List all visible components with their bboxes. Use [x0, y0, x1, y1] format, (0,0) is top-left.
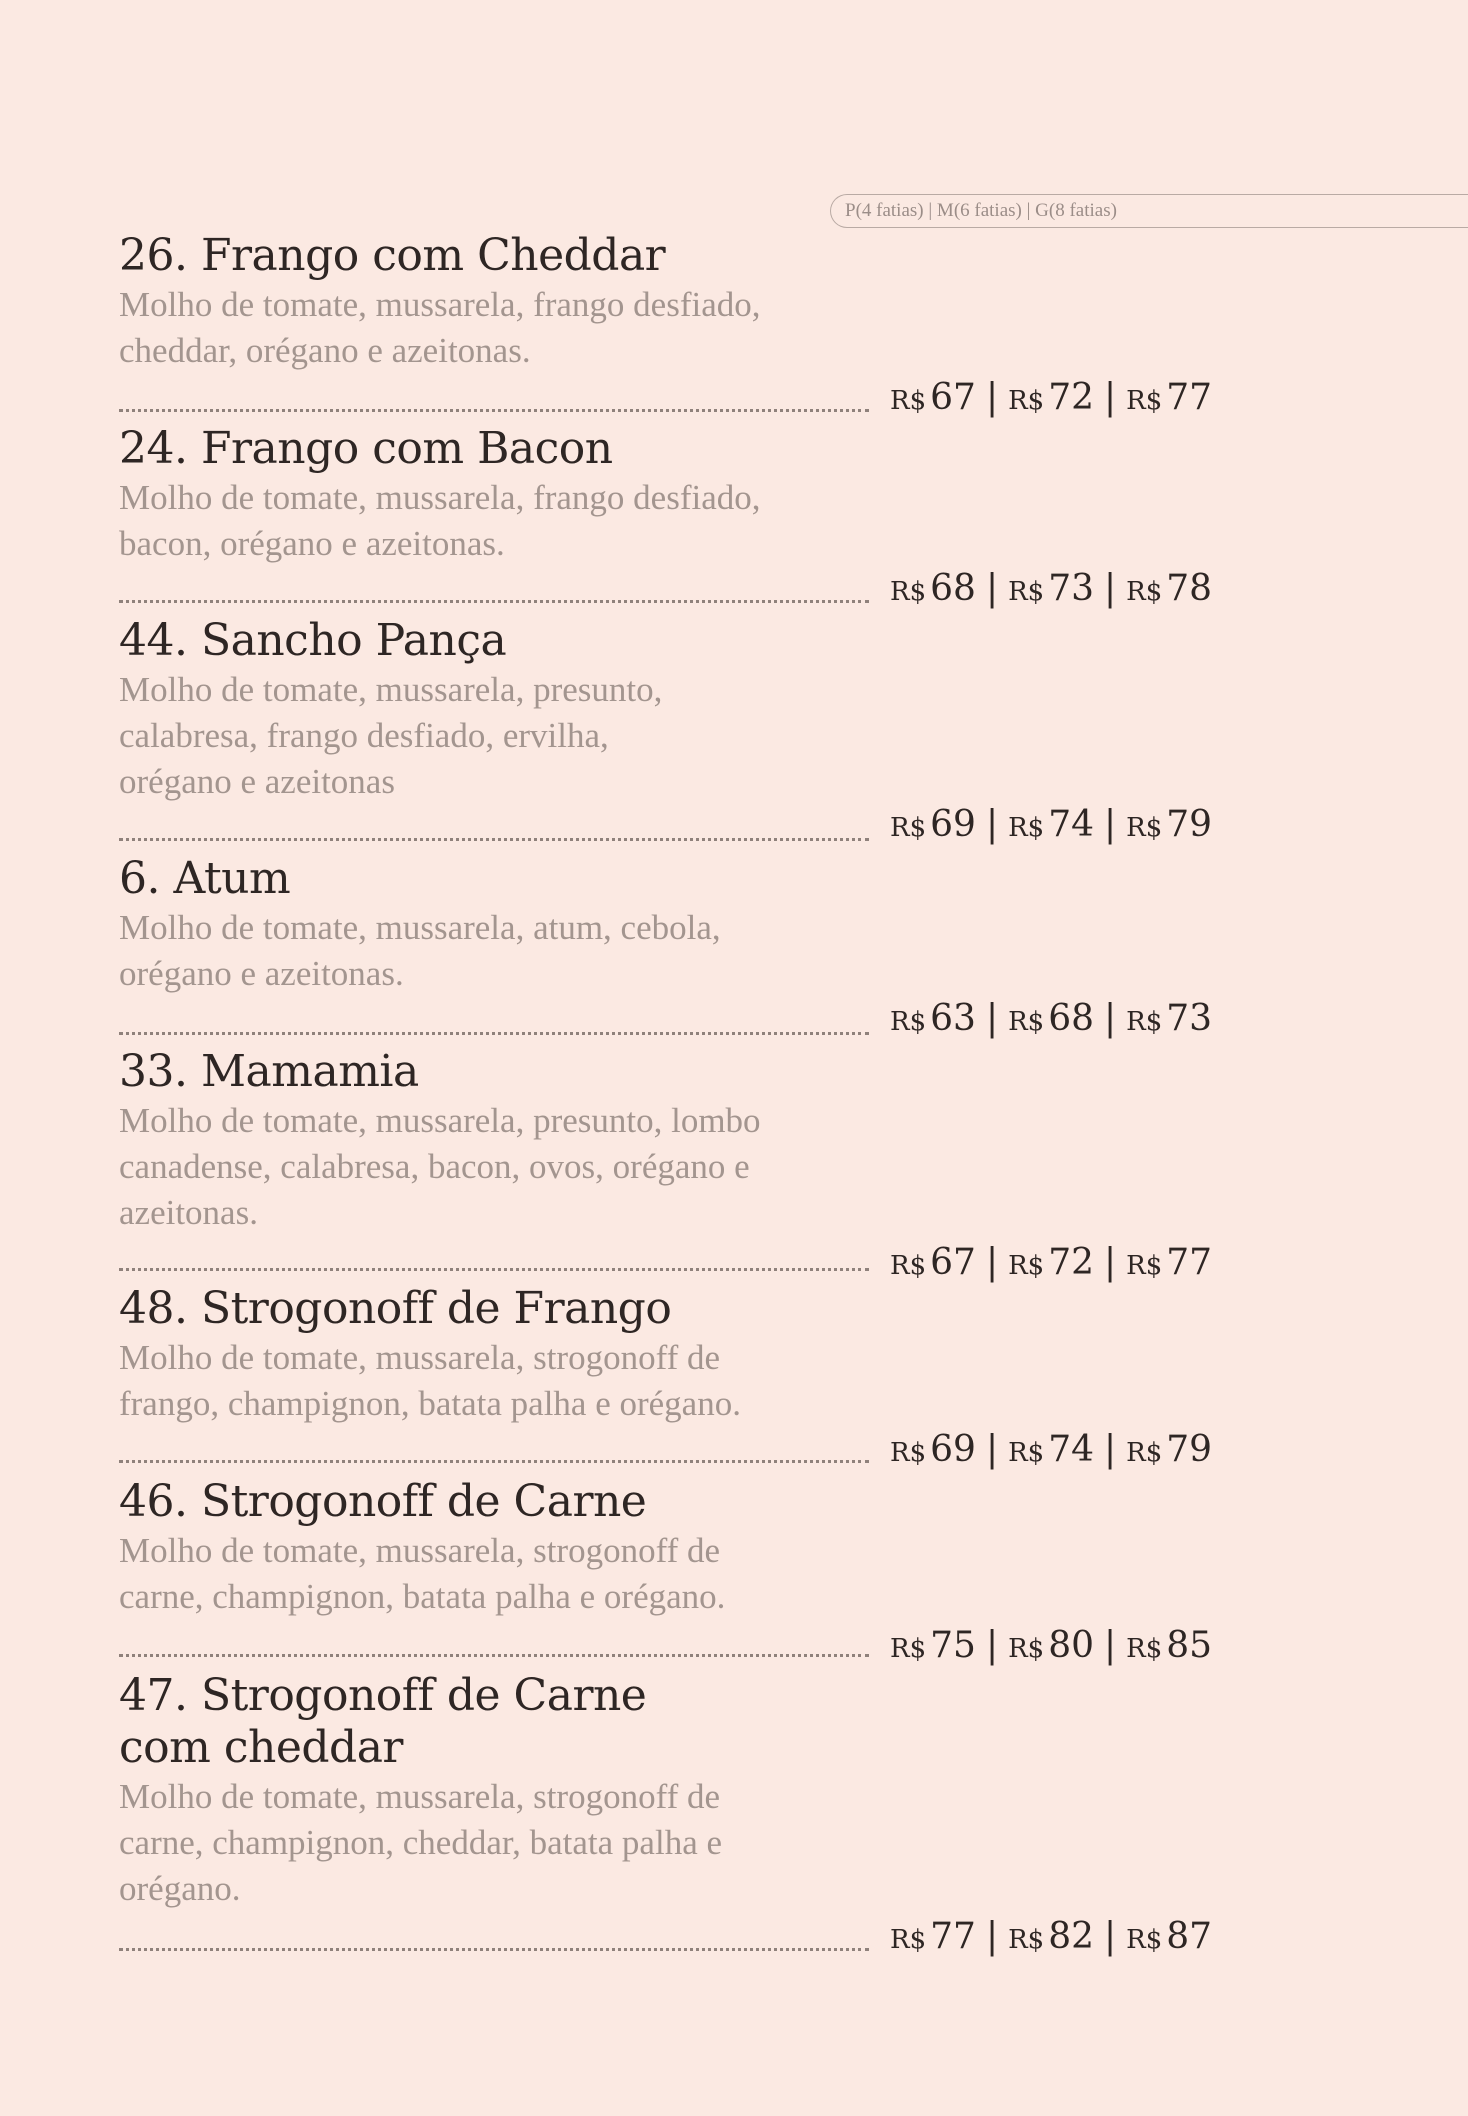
item-prices	[890, 999, 1212, 1042]
item-title: 48. Strogonoff de Frango	[119, 1283, 672, 1334]
item-description: Molho de tomate, mussarela, atum, cebola, orégano e azeitonas.	[119, 908, 721, 993]
price-g: 87	[1166, 1916, 1213, 1957]
price-m: 72	[1048, 377, 1095, 418]
item-prices	[890, 378, 1212, 421]
currency-label: R$	[890, 1251, 927, 1281]
item-title: 24. Frango com Bacon	[119, 423, 613, 474]
item-title: 44. Sancho Pança	[119, 615, 507, 666]
item-title: 47. Strogonoff de Carne com cheddar	[119, 1670, 647, 1773]
dotted-leader	[119, 1654, 869, 1657]
price-separator: |	[985, 1916, 999, 1957]
price-m: 72	[1048, 1242, 1095, 1283]
dotted-leader	[119, 1948, 869, 1951]
price-separator: |	[985, 804, 999, 845]
dotted-leader	[119, 1268, 869, 1271]
currency-label: R$	[890, 1925, 927, 1955]
item-title: 6. Atum	[119, 853, 291, 904]
currency-label: R$	[1126, 1438, 1163, 1468]
menu-item	[119, 230, 760, 374]
price-g: 73	[1166, 998, 1213, 1039]
price-p: 77	[930, 1916, 976, 1957]
currency-label: R$	[1008, 577, 1045, 607]
currency-label: R$	[1008, 1251, 1045, 1281]
price-separator: |	[985, 1429, 999, 1470]
item-title: 26. Frango com Cheddar	[119, 230, 666, 281]
menu-item	[119, 1670, 722, 1912]
price-m: 80	[1048, 1625, 1095, 1666]
price-separator: |	[1104, 804, 1117, 845]
price-separator: |	[1104, 998, 1117, 1039]
dotted-leader	[119, 600, 869, 603]
price-separator: |	[985, 1242, 999, 1283]
item-prices	[890, 1626, 1212, 1669]
price-separator: |	[1104, 1916, 1117, 1957]
currency-label: R$	[890, 1634, 927, 1664]
item-description: Molho de tomate, mussarela, presunto, lombo canadense, calabresa, bacon, ovos, orégano e azeitonas.	[119, 1101, 761, 1232]
menu-item	[119, 615, 662, 805]
price-g: 85	[1166, 1625, 1213, 1666]
menu-item	[119, 853, 721, 997]
item-description: Molho de tomate, mussarela, strogonoff de carne, champignon, cheddar, batata palha e orégano.	[119, 1777, 723, 1908]
item-description: Molho de tomate, mussarela, strogonoff de frango, champignon, batata palha e orégano.	[119, 1338, 741, 1423]
currency-label: R$	[1126, 577, 1163, 607]
currency-label: R$	[890, 386, 927, 416]
item-description: Molho de tomate, mussarela, presunto, calabresa, frango desfiado, ervilha, orégano e azeitonas	[119, 670, 663, 801]
price-m: 74	[1048, 804, 1095, 845]
price-g: 79	[1166, 804, 1213, 845]
price-separator: |	[985, 568, 999, 609]
item-prices	[890, 1243, 1212, 1286]
item-prices	[890, 1430, 1212, 1473]
price-m: 73	[1048, 568, 1095, 609]
price-m: 82	[1048, 1916, 1095, 1957]
currency-label: R$	[1126, 386, 1163, 416]
price-separator: |	[1104, 377, 1117, 418]
price-separator: |	[985, 377, 999, 418]
price-p: 67	[930, 377, 976, 418]
dotted-leader	[119, 838, 869, 841]
price-p: 75	[930, 1625, 976, 1666]
currency-label: R$	[1126, 1925, 1163, 1955]
dotted-leader	[119, 409, 869, 412]
menu-item	[119, 1476, 725, 1620]
currency-label: R$	[1008, 813, 1045, 843]
menu-item	[119, 1283, 741, 1427]
size-legend: P(4 fatias) | M(6 fatias) | G(8 fatias)	[830, 194, 1468, 228]
currency-label: R$	[890, 577, 927, 607]
currency-label: R$	[1126, 1634, 1163, 1664]
dotted-leader	[119, 1032, 869, 1035]
price-p: 69	[930, 804, 976, 845]
price-p: 69	[930, 1429, 976, 1470]
price-separator: |	[985, 1625, 999, 1666]
item-title: 46. Strogonoff de Carne	[119, 1476, 647, 1527]
price-separator: |	[1104, 1242, 1117, 1283]
price-p: 67	[930, 1242, 976, 1283]
currency-label: R$	[1008, 1007, 1045, 1037]
item-prices	[890, 1917, 1212, 1960]
item-prices	[890, 805, 1212, 848]
item-description: Molho de tomate, mussarela, frango desfiado, cheddar, orégano e azeitonas.	[119, 285, 761, 370]
item-description: Molho de tomate, mussarela, frango desfiado, bacon, orégano e azeitonas.	[119, 478, 761, 563]
price-separator: |	[1104, 1625, 1117, 1666]
price-m: 68	[1048, 998, 1095, 1039]
price-p: 68	[930, 568, 976, 609]
item-title: 33. Mamamia	[119, 1046, 419, 1097]
price-g: 79	[1166, 1429, 1213, 1470]
item-description: Molho de tomate, mussarela, strogonoff de carne, champignon, batata palha e orégano.	[119, 1531, 726, 1616]
price-p: 63	[930, 998, 976, 1039]
currency-label: R$	[890, 1438, 927, 1468]
currency-label: R$	[1008, 1438, 1045, 1468]
currency-label: R$	[1008, 1925, 1045, 1955]
price-m: 74	[1048, 1429, 1095, 1470]
price-g: 77	[1166, 377, 1213, 418]
currency-label: R$	[1008, 386, 1045, 416]
dotted-leader	[119, 1460, 869, 1463]
price-g: 77	[1166, 1242, 1213, 1283]
price-separator: |	[1104, 1429, 1117, 1470]
currency-label: R$	[1126, 813, 1163, 843]
menu-item	[119, 1046, 761, 1236]
price-g: 78	[1166, 568, 1213, 609]
menu-item	[119, 423, 760, 567]
currency-label: R$	[1126, 1251, 1163, 1281]
item-prices	[890, 569, 1212, 612]
currency-label: R$	[890, 1007, 927, 1037]
price-separator: |	[985, 998, 999, 1039]
price-separator: |	[1104, 568, 1117, 609]
currency-label: R$	[890, 813, 927, 843]
currency-label: R$	[1126, 1007, 1163, 1037]
currency-label: R$	[1008, 1634, 1045, 1664]
